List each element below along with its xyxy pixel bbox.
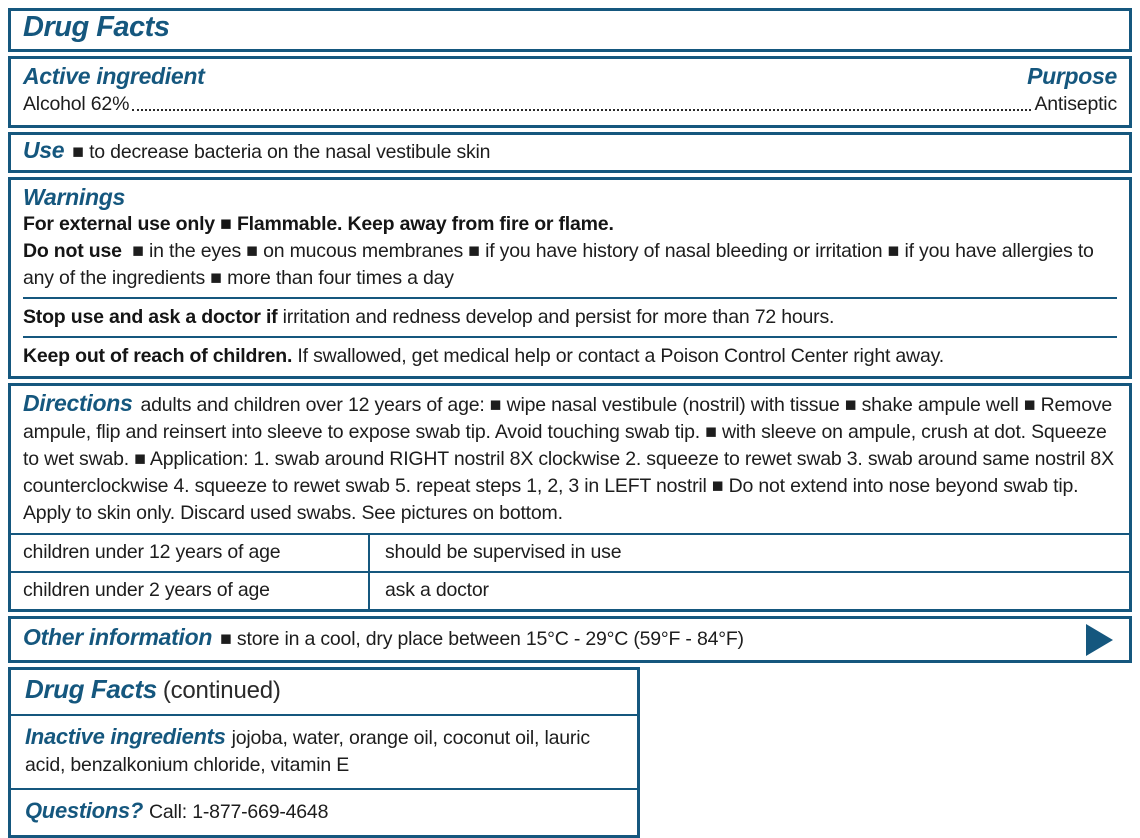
do-not-use-label: Do not use: [23, 240, 122, 262]
warnings-heading: Warnings: [23, 184, 125, 210]
active-ingredient-box: [8, 56, 1132, 128]
directions-text: adults and children over 12 years of age: ■ wipe nasal vestibule (nostril) with tissue ■ shake ampule well ■ Remove ampule, flip and reinsert into sleeve to expose swab tip. Avoid touching swab tip. ■ with sleeve on ampule, crush at dot. Squeeze to wet swab. ■ Application: 1. swab around RIGHT nostril 8X clockwise 2. squeeze to rewet swab 3. swab around same nostril 8X counterclockwise 4. squeeze to rewet swab 5. repeat steps 1, 2, 3 in LEFT nostril ■ Do not extend into nose beyond swab tip. Apply to skin only. Discard used swabs. See pictures on bottom.: [23, 394, 1114, 524]
inactive-ingredients-heading: Inactive ingredients: [25, 724, 226, 749]
directions-box: [8, 383, 1132, 612]
title-box: [8, 8, 1132, 52]
purpose-heading: Purpose: [1027, 63, 1117, 89]
instruction-cell: should be supervised in use: [385, 541, 622, 563]
inactive-ingredients-section: [11, 716, 637, 790]
other-information-heading: Other information: [23, 624, 213, 650]
inactive-ingredients-text: jojoba, water, orange oil, coconut oil, lauric acid, benzalkonium chloride, vitamin E: [25, 727, 590, 776]
warnings-box: [8, 177, 1132, 379]
do-not-use-text: ■ in the eyes ■ on mucous membranes ■ if you have history of nasal bleeding or irritation ■ if you have allergies to any of the ingredients ■ more than four times a day: [23, 240, 1094, 289]
ingredient-name: Alcohol 62%: [23, 93, 130, 115]
age-table: [11, 533, 1129, 609]
active-ingredient-heading: Active ingredient: [23, 63, 205, 89]
use-box: [8, 132, 1132, 173]
continued-title: Drug Facts: [25, 674, 157, 704]
other-information-text: ■ store in a cool, dry place between 15°C - 29°C (59°F - 84°F): [220, 628, 744, 650]
stop-use-text: irritation and redness develop and persist for more than 72 hours.: [282, 306, 835, 328]
questions-phone: Call: 1-877-669-4648: [149, 801, 329, 823]
external-use-line: [23, 211, 1117, 238]
drug-facts-title: Drug Facts: [23, 11, 170, 43]
other-information-box: [8, 616, 1132, 663]
continued-suffix: (continued): [162, 677, 281, 704]
warnings-divider: [23, 297, 1117, 299]
stop-use-line: [23, 304, 1117, 331]
warnings-divider-2: [23, 336, 1117, 338]
continued-arrow-icon: [1086, 624, 1113, 656]
use-text: ■ to decrease bacteria on the nasal vestibule skin: [72, 141, 491, 163]
questions-section: [11, 790, 637, 835]
keep-out-label: Keep out of reach of children.: [23, 345, 293, 367]
instruction-cell: ask a doctor: [385, 579, 489, 601]
do-not-use-line: [23, 238, 1117, 292]
keep-out-line: [23, 343, 1117, 370]
age-cell: children under 12 years of age: [11, 535, 370, 571]
questions-heading: Questions?: [25, 798, 144, 823]
age-cell: children under 2 years of age: [11, 573, 370, 609]
dotted-leader: [132, 109, 1031, 111]
table-row: [11, 535, 1129, 571]
directions-paragraph: [11, 390, 1129, 527]
table-row: [11, 571, 1129, 609]
stop-use-label: Stop use and ask a doctor if: [23, 306, 278, 328]
directions-heading: Directions: [23, 390, 133, 416]
use-heading: Use: [23, 137, 65, 163]
active-ingredient-header: [23, 63, 1117, 90]
keep-out-text: If swallowed, get medical help or contact a Poison Control Center right away.: [297, 345, 944, 367]
ingredient-purpose: Antiseptic: [1034, 93, 1117, 115]
ingredient-row: [23, 91, 1117, 118]
continued-box: [8, 667, 640, 838]
external-use-text: For external use only ■ Flammable. Keep away from fire or flame.: [23, 213, 614, 235]
continued-title-row: [11, 670, 637, 716]
